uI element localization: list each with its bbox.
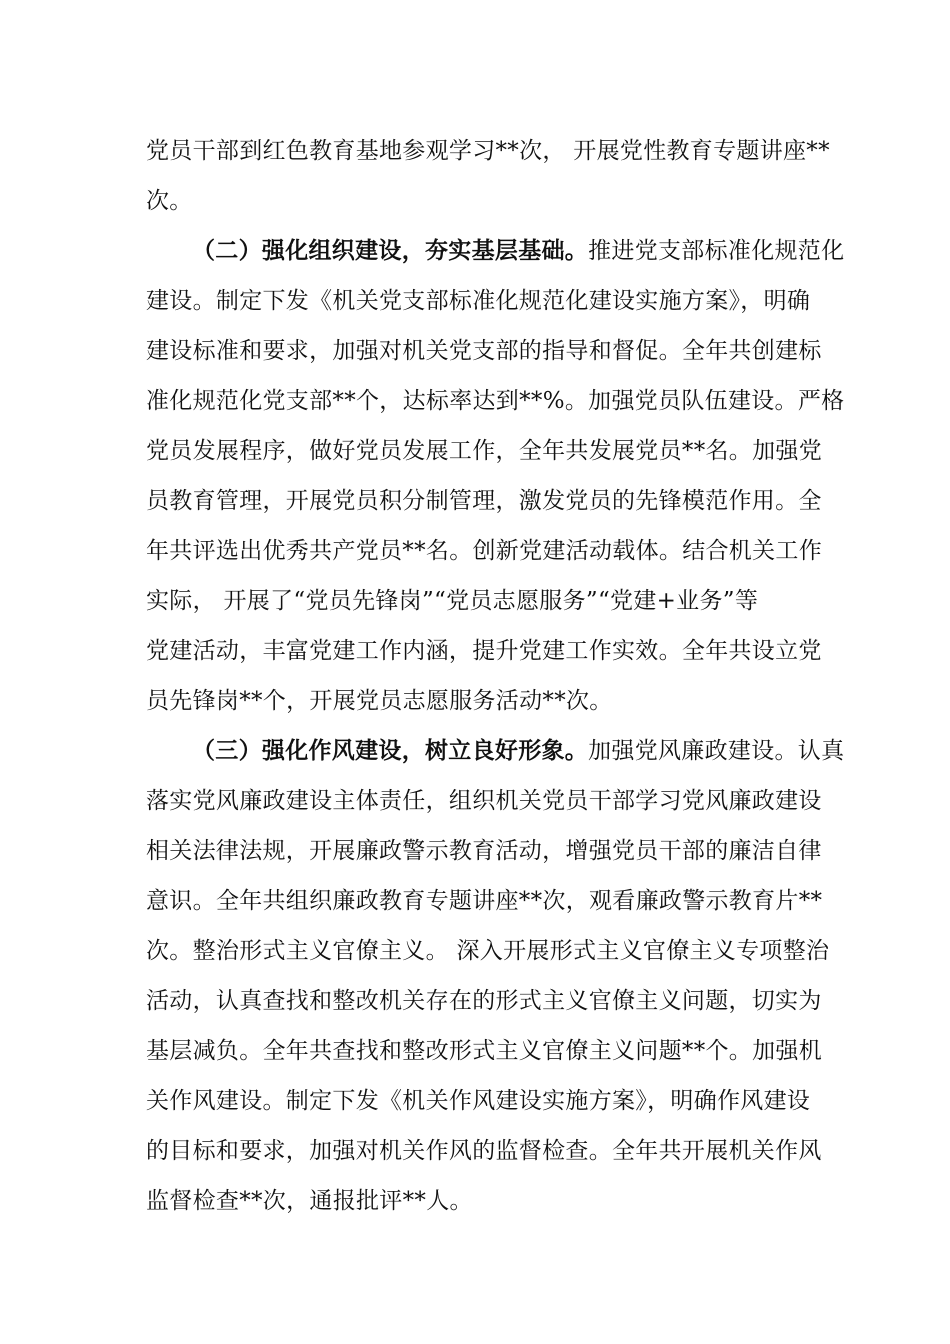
- body-line: 基层减负。全年共查找和整改形式主义官僚主义问题**个。加强机: [146, 1038, 822, 1064]
- body-line: 员教育管理，开展党员积分制管理，激发党员的先锋模范作用。全: [146, 488, 822, 514]
- section-3-heading: （三）强化作风建设，树立良好形象。: [192, 737, 589, 764]
- section-3-text: 加强党风廉政建设。认真: [588, 738, 845, 764]
- body-line: 建设标准和要求，加强对机关党支部的指导和督促。全年共创建标: [146, 338, 822, 364]
- section-2-text: 推进党支部标准化规范化: [588, 238, 845, 264]
- section-2-heading: （二）强化组织建设，夯实基层基础。: [192, 237, 589, 264]
- body-line: 意识。全年共组织廉政教育专题讲座**次，观看廉政警示教育片**: [146, 888, 823, 914]
- section-3-paragraph-start: [192, 736, 844, 766]
- body-line: 次。: [146, 188, 193, 214]
- body-line: 活动，认真查找和整改机关存在的形式主义官僚主义问题，切实为: [146, 988, 822, 1014]
- body-line: 实际， 开展了“党员先锋岗”“党员志愿服务”“党建+业务”等: [146, 588, 759, 614]
- body-line: 年共评选出优秀共产党员**名。创新党建活动载体。结合机关工作: [146, 538, 822, 564]
- body-line: 的目标和要求，加强对机关作风的监督检查。全年共开展机关作风: [146, 1138, 822, 1164]
- body-line: 党员发展程序，做好党员发展工作，全年共发展党员**名。加强党: [146, 438, 822, 464]
- body-line: 相关法律法规，开展廉政警示教育活动，增强党员干部的廉洁自律: [146, 838, 822, 864]
- body-line: 员先锋岗**个，开展党员志愿服务活动**次。: [146, 688, 613, 714]
- body-line: 次。整治形式主义官僚主义。 深入开展形式主义官僚主义专项整治: [146, 938, 830, 964]
- body-line: 党员干部到红色教育基地参观学习**次， 开展党性教育专题讲座**: [146, 138, 830, 164]
- body-line: 党建活动，丰富党建工作内涵，提升党建工作实效。全年共设立党: [146, 638, 822, 664]
- body-line: 建设。制定下发《机关党支部标准化规范化建设实施方案》，明确: [146, 288, 811, 314]
- body-line: 准化规范化党支部**个，达标率达到**%。加强党员队伍建设。严格: [146, 388, 845, 414]
- body-line: 监督检查**次，通报批评**人。: [146, 1188, 473, 1214]
- body-line: 落实党风廉政建设主体责任，组织机关党员干部学习党风廉政建设: [146, 788, 822, 814]
- section-2-paragraph-start: [192, 236, 844, 266]
- body-line: 关作风建设。制定下发《机关作风建设实施方案》，明确作风建设: [146, 1088, 811, 1114]
